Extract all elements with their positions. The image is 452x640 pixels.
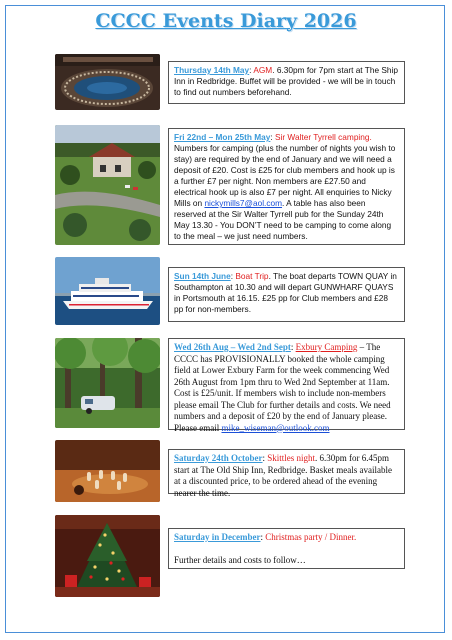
email-link-nicky-mills[interactable]: nickymills7@aol.com [204,198,283,208]
christmas-tree-photo [55,515,160,597]
event-date: Saturday in December [174,532,261,542]
event-christmas-party: Saturday in December: Christmas party / Dinner. Further details and costs to follow… [168,528,405,569]
camping-forest-photo [55,338,160,428]
event-description: Further details and costs to follow… [174,555,306,565]
event-description: 6.30pm for 6.45pm start at The Old Ship Inn, Redbridge. Basket meals available at a discounted price, to be ordered ahead of the evening nearer the time. [174,453,393,498]
page-title: CCCC Events Diary 2026 [95,10,357,32]
event-name: Boat Trip [235,271,269,281]
event-description: The boat departs TOWN QUAY in Southampton at 10.30 and will depart GUNWHARF QUAYS in Portsmouth at 16.15. £25 pp for Club members and £28 pp for non-members. [174,271,397,314]
event-name: Sir Walter Tyrrell camping. [274,132,372,142]
event-date: Thursday 14th May [174,65,250,75]
event-name: AGM [253,65,273,75]
event-name: Christmas party / Dinner. [265,532,357,542]
agm-meeting-photo [55,54,160,110]
event-skittles-night: Saturday 24th October: Skittles night. 6.30pm for 6.45pm start at The Old Ship Inn, Redbridge. Basket meals available at a discounted price, to be ordered ahead of the evening nearer the time. [168,449,405,494]
event-date: Fri 22nd – Mon 25th May [174,132,271,142]
event-description-continued: . A table has also been reserved at the Sir Walter Tyrrell pub for the Sunday 24th May 13.30 - You DON’T need to be camping to come along to the meal – we just need numbers. [174,198,392,241]
event-date: Saturday 24th October [174,453,263,463]
event-boat-trip: Sun 14th June: Boat Trip. The boat departs TOWN QUAY in Southampton at 10.30 and will depart GUNWHARF QUAYS in Portsmouth at 16.15. £25 pp for Club members and £28 pp for non-members. [168,267,405,322]
event-agm: Thursday 14th May: AGM. 6.30pm for 7pm start at The Ship Inn in Redbridge. Buffet will be provided - we will be in touch to find out numbers beforehand. [168,61,405,104]
event-description: – The CCCC has PROVISIONALLY booked the whole camping field at Lower Exbury Farm for the week commencing Wed 26th August from 1pm thru to Wed 2nd September at 11am. Cost is £25/unit. If members wish to include non-members please email The Club for further details and costs. We need numbers and a deposit of £20 by the end of January please. Please email [174,342,391,433]
skittles-alley-photo [55,440,160,502]
email-link-mike-wiseman[interactable]: mike_wiseman@outlook.com [221,422,330,433]
event-exbury-camping: Wed 26th Aug – Wed 2nd Sept: Exbury Camping – The CCCC has PROVISIONALLY booked the whole camping field at Lower Exbury Farm for the week commencing Wed 26th August from 1pm thru to Wed 2nd September at 11am. Cost is £25/unit. If members wish to include non-members please email The Club for further details and costs. We need numbers and a deposit of £20 by the end of January please. Please email mike_wiseman@outlook.com [168,338,405,430]
event-description: Numbers for camping (plus the number of nights you wish to stay) are required by the end of January and we will need a deposit of £20. Cost is £25 for club members and hook up is a further £7 per night. Non members are £27.50 and electrical hook up is also £7 per night. All enquiries to Nicky Mills on [174,143,396,208]
event-name: Exbury Camping [295,342,358,352]
event-camping-sir-walter-tyrrell: Fri 22nd – Mon 25th May: Sir Walter Tyrrell camping. Numbers for camping (plus the number of nights you wish to stay) are required by the end of January and we will need a deposit of £20. Cost is £25 for club members and hook up is a further £7 per night. Non members are £27.50 and electrical hook up is also £7 per night. All enquiries to Nicky Mills on nickymills7@aol.com. A table has also been reserved at the Sir Walter Tyrrell pub for the Sunday 24th May 13.30 - You DON’T need to be camping to come along to the meal – we just need numbers. [168,128,405,245]
pub-aerial-photo [55,125,160,245]
event-description: 6.30pm for 7pm start at The Ship Inn in Redbridge. Buffet will be provided - we will be in touch to find out numbers beforehand. [174,65,398,97]
ferry-boat-photo [55,257,160,325]
event-date: Wed 26th Aug – Wed 2nd Sept [174,342,291,352]
event-name: Skittles night [267,453,316,463]
event-date: Sun 14th June [174,271,231,281]
